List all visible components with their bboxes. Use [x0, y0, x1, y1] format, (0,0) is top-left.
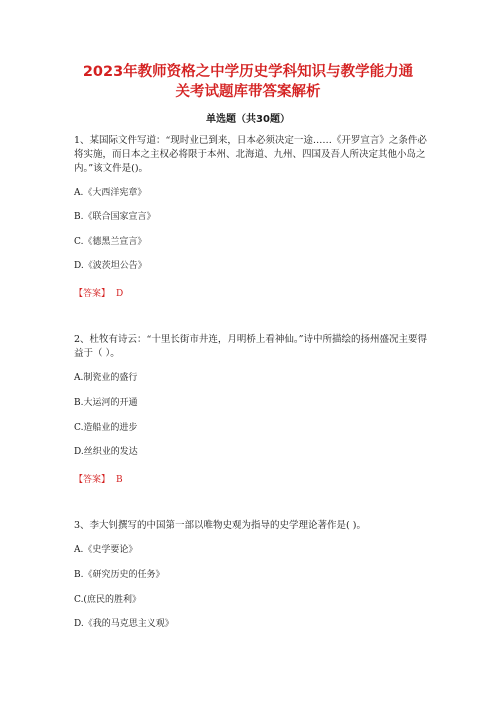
question-3-option-a: A.《史学要论》 — [74, 545, 138, 555]
question-3-option-d: D.《我的马克思主义观》 — [74, 619, 174, 629]
answer-value: B — [116, 475, 123, 485]
question-3-stem-block — [74, 519, 434, 533]
title-line-1: 2023年教师资格之中学历史学科知识与教学能力通 — [82, 64, 414, 80]
question-stem: 3、李大钊撰写的中国第一部以唯物史观为指导的史学理论著作是( )。 — [74, 520, 366, 531]
document-title — [60, 62, 436, 102]
question-2-answer — [74, 472, 123, 485]
title-line-2: 关考试题库带答案解析 — [175, 84, 321, 100]
question-1-option-b: B.《联合国家宣言》 — [74, 212, 156, 222]
question-1-option-a: A.《大西洋宪章》 — [74, 188, 147, 198]
section-heading: 单选题（共30题） — [206, 114, 290, 125]
question-3-option-c: C.(庶民的胜利》 — [74, 595, 141, 605]
answer-label: 【答案】 — [74, 475, 111, 485]
question-stem: 1、某国际文件写道：“现时业已到来，日本必须决定一途……《开罗宣言》之条件必将实施，而日本之主权必将限于本州、北海道、九州、四国及吾人所决定其他小岛之内。”该文件是()。 — [74, 135, 427, 174]
question-1-stem-block — [74, 134, 434, 176]
question-stem: 2、杜牧有诗云：“十里长街市井连，月明桥上看神仙。”诗中所描绘的扬州盛况主要得益于（ ）。 — [74, 334, 428, 359]
answer-label: 【答案】 — [74, 289, 111, 299]
question-1-option-d: D.《波茨坦公告》 — [74, 261, 147, 271]
question-2-option-a: A.制瓷业的盛行 — [74, 373, 138, 383]
question-2-stem-block — [74, 333, 434, 361]
question-1-option-c: C.《德黑兰宣言》 — [74, 237, 147, 247]
question-3-option-b: B.《研究历史的任务》 — [74, 570, 165, 580]
question-2-option-c: C.造船业的进步 — [74, 423, 138, 433]
question-1-answer — [74, 286, 123, 299]
question-2-option-b: B.大运河的开通 — [74, 398, 138, 408]
question-2-option-d: D.丝织业的发达 — [74, 447, 138, 457]
answer-value: D — [116, 289, 124, 299]
